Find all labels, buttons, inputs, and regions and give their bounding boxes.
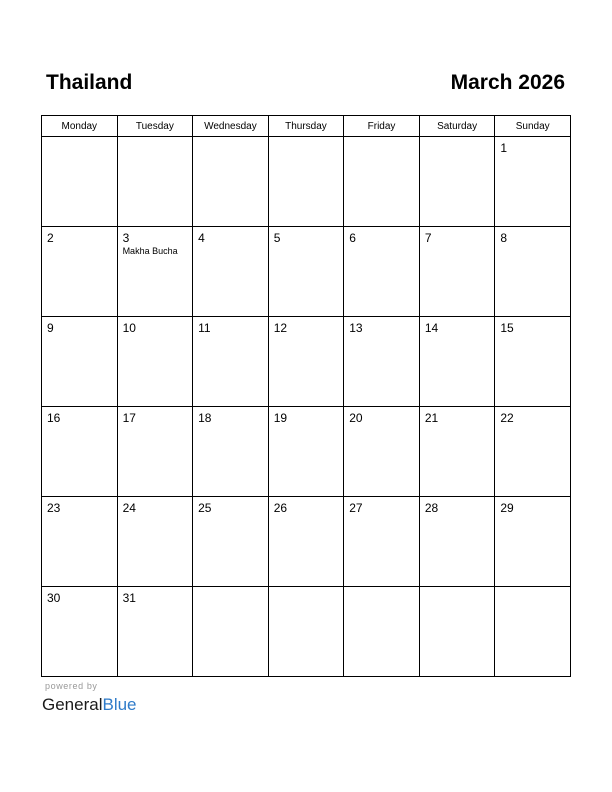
day-number: 19 [273,411,288,425]
day-number [495,587,570,591]
footer-branding [42,681,137,716]
day-number [42,137,117,141]
day-number: 23 [47,501,61,515]
day-cell [193,497,269,587]
day-number: 11 [198,321,211,335]
day-number: 13 [349,321,363,335]
day-cell [344,227,420,317]
calendar-grid [41,115,571,677]
day-number [420,137,495,141]
week-row [42,137,571,227]
day-number: 12 [273,321,288,335]
day-cell [268,317,344,407]
weekday-header-row [42,116,571,137]
day-cell [419,317,495,407]
day-cell [193,137,269,227]
day-cell [42,227,118,317]
day-cell [495,587,571,677]
week-row [42,587,571,677]
day-number: 9 [47,321,54,335]
month-year-title: March 2026 [450,71,565,94]
day-number: 30 [47,591,61,605]
week-row [42,317,571,407]
week-row [42,227,571,317]
day-number: 3 [122,231,130,245]
day-cell [117,587,193,677]
weekday-header: Sunday [495,116,571,137]
day-cell [268,227,344,317]
day-cell [419,137,495,227]
day-number: 20 [349,411,363,425]
holiday-label: Makha Bucha [122,246,178,256]
generalblue-logo[interactable] [42,694,137,716]
day-cell [344,587,420,677]
day-number: 7 [424,231,432,245]
day-cell [268,587,344,677]
day-number: 27 [349,501,363,515]
day-cell [268,137,344,227]
weekday-header: Tuesday [117,116,193,137]
weekday-header: Wednesday [193,116,269,137]
day-number: 15 [500,321,514,335]
day-cell [495,317,571,407]
day-number: 24 [122,501,136,515]
weekday-header: Friday [344,116,420,137]
day-cell [117,137,193,227]
day-number: 26 [273,501,288,515]
day-number: 8 [500,231,508,245]
brand-blue-text: Blue [102,695,137,714]
day-number: 21 [424,411,439,425]
weekday-header: Thursday [268,116,344,137]
day-number [269,587,344,591]
day-cell [344,407,420,497]
day-number: 14 [424,321,439,335]
day-cell [419,227,495,317]
day-number [269,137,344,141]
day-number: 16 [47,411,61,425]
day-cell [419,497,495,587]
day-cell [193,227,269,317]
powered-by-text: powered by [45,681,98,691]
day-number: 29 [500,501,514,515]
day-cell [42,137,118,227]
day-number: 4 [198,231,205,245]
day-cell [268,407,344,497]
day-cell [344,497,420,587]
day-cell [344,137,420,227]
day-cell [419,587,495,677]
day-cell [419,407,495,497]
day-cell [42,407,118,497]
weekday-header: Monday [42,116,118,137]
day-cell [495,137,571,227]
day-number: 18 [198,411,212,425]
day-number [344,587,419,591]
week-row [42,407,571,497]
day-number: 28 [424,501,439,515]
day-number [193,137,268,141]
day-number: 10 [122,321,136,335]
day-cell [495,227,571,317]
day-number [420,587,495,591]
day-number [344,137,419,141]
country-title: Thailand [46,71,133,94]
day-number: 25 [198,501,212,515]
day-cell [495,407,571,497]
day-cell [42,587,118,677]
day-cell [117,497,193,587]
day-number [193,587,268,591]
day-cell [344,317,420,407]
day-number: 22 [500,411,514,425]
day-cell [193,407,269,497]
brand-general-text: General [42,695,103,714]
day-cell [193,587,269,677]
weekday-header: Saturday [419,116,495,137]
day-number: 5 [273,231,281,245]
day-cell [117,317,193,407]
day-cell [268,497,344,587]
day-number: 31 [122,591,136,605]
day-cell [117,227,193,317]
day-number: 6 [349,231,356,245]
day-cell [495,497,571,587]
day-number [118,137,193,141]
week-row [42,497,571,587]
day-cell [42,497,118,587]
day-cell [42,317,118,407]
day-number: 2 [47,231,54,245]
day-number: 1 [500,141,508,155]
day-cell [193,317,269,407]
day-cell [117,407,193,497]
day-number: 17 [122,411,136,425]
